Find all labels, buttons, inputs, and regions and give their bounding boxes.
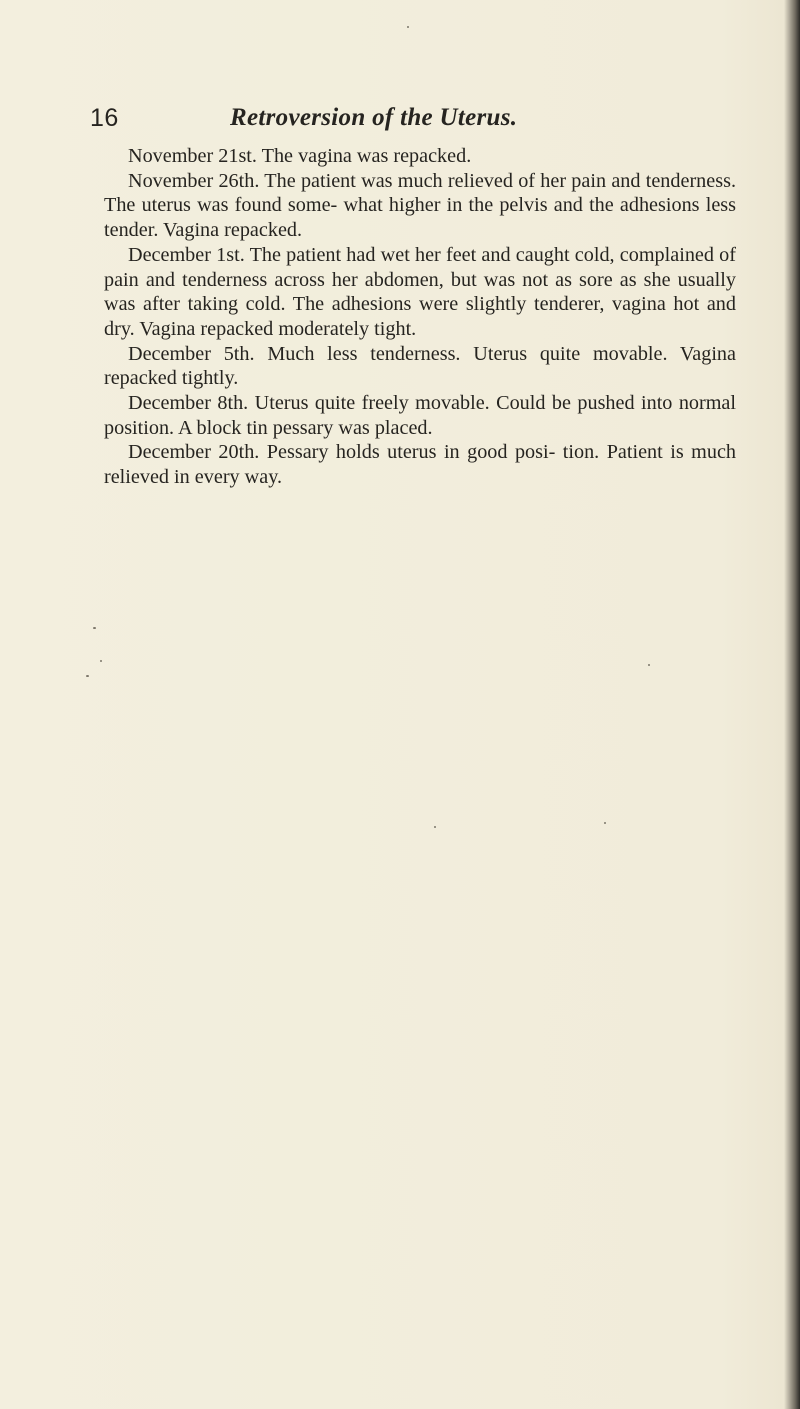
paper-speck <box>93 627 96 629</box>
paper-speck <box>648 664 650 666</box>
page-header <box>90 104 650 144</box>
paragraph-dec-8: December 8th. Uterus quite freely movable. Could be pushed into normal position. A block tin pessary was placed. <box>104 392 736 439</box>
paragraph-dec-5: December 5th. Much less tenderness. Uterus quite movable. Vagina repacked tightly. <box>104 342 736 390</box>
page-number: 16 <box>90 104 119 132</box>
paper-speck <box>407 26 409 28</box>
paper-speck <box>100 660 102 662</box>
paper-speck <box>86 675 89 677</box>
paper-speck <box>434 826 436 828</box>
paper-speck <box>604 822 606 824</box>
paragraph-nov-26: November 26th. The patient was much relieved of her pain and tenderness. The uterus was found some- what higher in the pelvis and the adhesions less tender. Vagina repacked. <box>104 169 736 242</box>
paragraph-dec-1: December 1st. The patient had wet her feet and caught cold, complained of pain and tenderness across her abdomen, but was not as sore as she usually was after taking cold. The adhesions were slightly tenderer, vagina hot and dry. Vagina repacked moderately tight. <box>104 243 736 340</box>
body-text <box>104 144 736 490</box>
paragraph-nov-21: November 21st. The vagina was repacked. <box>128 145 472 167</box>
paragraph-dec-20: December 20th. Pessary holds uterus in good posi- tion. Patient is much relieved in every way. <box>104 441 736 489</box>
running-title: Retroversion of the Uterus. <box>230 104 518 131</box>
